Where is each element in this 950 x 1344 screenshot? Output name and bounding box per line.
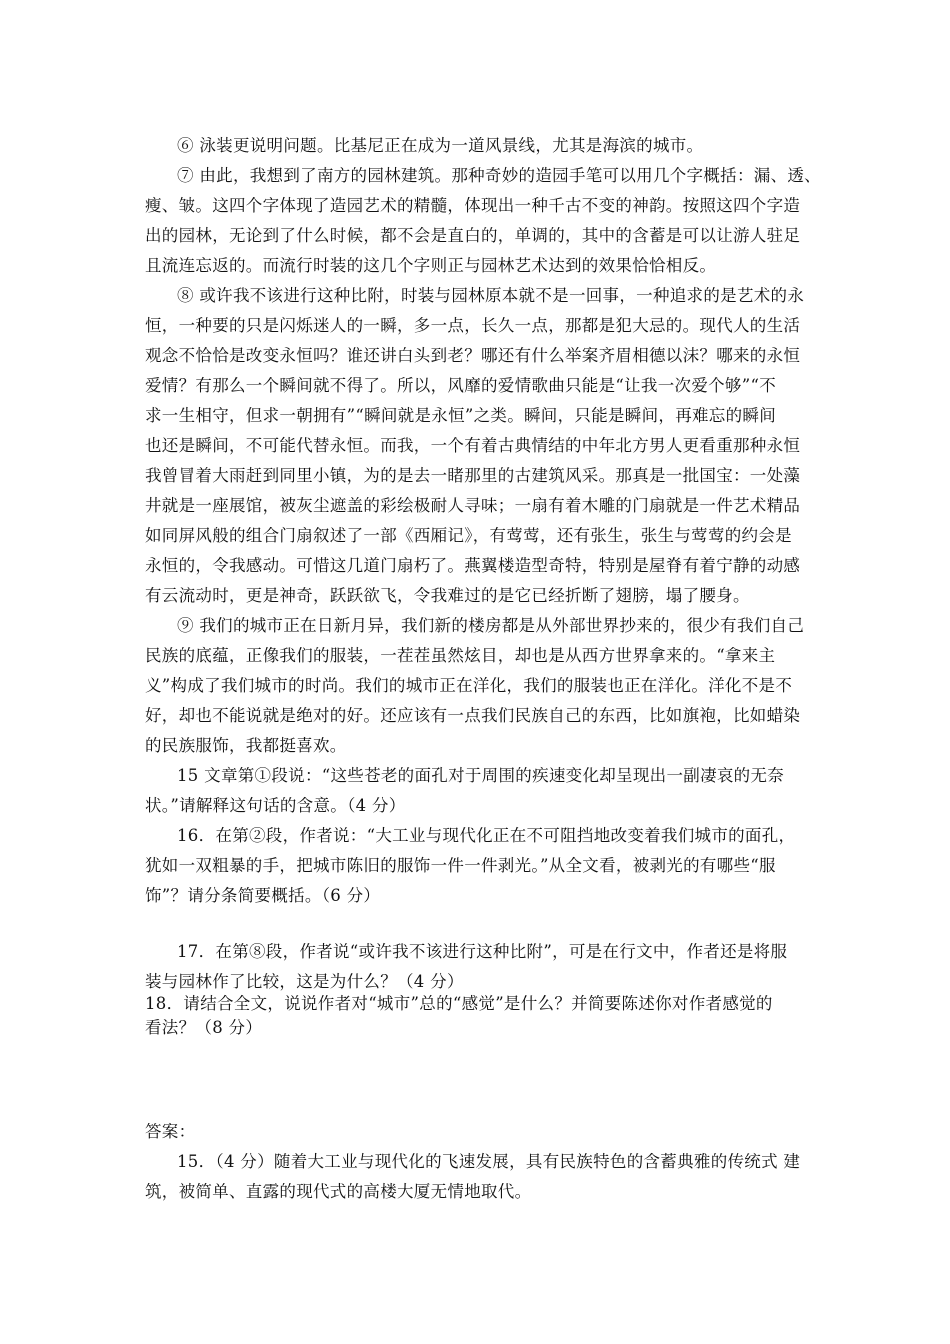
paragraph-7-line-4: 且流连忘返的。而流行时装的这几个字则正与园林艺术达到的效果恰恰相反。 (145, 256, 717, 275)
question-17-line-2: 装与园林作了比较，这是为什么？（4 分） (145, 972, 464, 991)
paragraph-8-line-4: 爱情？有那么一个瞬间就不得了。所以，风靡的爱情歌曲只能是“让我一次爱个够”“不 (145, 376, 777, 395)
question-18-line-2: 看法？（8 分） (145, 1018, 263, 1037)
paragraph-8-line-6: 也还是瞬间，不可能代替永恒。而我，一个有着古典情结的中年北方男人更看重那种永恒 (145, 436, 801, 455)
paragraph-9-line-3: 义”构成了我们城市的时尚。我们的城市正在洋化，我们的服装也正在洋化。洋化不是不 (145, 676, 793, 695)
question-17-line-1: 17．在第⑧段，作者说“或许我不该进行这种比附”，可是在行文中，作者还是将服 (177, 942, 788, 961)
question-16-line-2: 犹如一双粗暴的手，把城市陈旧的服饰一件一件剥光。”从全文看，被剥光的有哪些“服 (145, 856, 776, 875)
paragraph-8-line-11: 有云流动时，更是神奇，跃跃欲飞，令我难过的是它已经折断了翅膀，塌了腰身。 (145, 586, 750, 605)
paragraph-8-line-8: 井就是一座展馆，被灰尘遮盖的彩绘极耐人寻味；一扇有着木雕的门扇就是一件艺术精品 (145, 496, 801, 515)
question-16-line-3: 饰”？请分条简要概括。（6 分） (145, 886, 381, 905)
answers-heading: 答案： (145, 1122, 196, 1141)
answer-15-line-2: 筑，被简单、直露的现代式的高楼大厦无情地取代。 (145, 1182, 532, 1201)
paragraph-8-line-5: 求一生相守，但求一朝拥有”“瞬间就是永恒”之类。瞬间，只能是瞬间，再难忘的瞬间 (145, 406, 777, 425)
paragraph-7-line-3: 出的园林，无论到了什么时候，都不会是直白的，单调的，其中的含蓄是可以让游人驻足 (145, 226, 801, 245)
paragraph-9-line-4: 好，却也不能说就是绝对的好。还应该有一点我们民族自己的东西，比如旗袍，比如蜡染 (145, 706, 801, 725)
paragraph-6-line-1: ⑥ 泳装更说明问题。比基尼正在成为一道风景线，尤其是海滨的城市。 (177, 136, 704, 155)
paragraph-8-line-9: 如同屏风般的组合门扇叙述了一部《西厢记》，有莺莺，还有张生，张生与莺莺的约会是 (145, 526, 792, 545)
paragraph-8-line-10: 永恒的，令我感动。可惜这几道门扇朽了。燕翼楼造型奇特，特别是屋脊有着宁静的动感 (145, 556, 801, 575)
paragraph-7-line-2: 瘦、皱。这四个字体现了造园艺术的精髓，体现出一种千古不变的神韵。按照这四个字造 (145, 196, 801, 215)
paragraph-8-line-1: ⑧ 或许我不该进行这种比附，时装与园林原本就不是一回事，一种追求的是艺术的永 (177, 286, 805, 305)
paragraph-8-line-7: 我曾冒着大雨赶到同里小镇，为的是去一睹那里的古建筑风采。那真是一批国宝：一处藻 (145, 466, 801, 485)
paragraph-8-line-2: 恒，一种要的只是闪烁迷人的一瞬，多一点，长久一点，那都是犯大忌的。现代人的生活 (145, 316, 801, 335)
paragraph-9-line-2: 民族的底蕴，正像我们的服装，一茬茬虽然炫目，却也是从西方世界拿来的。“拿来主 (145, 646, 776, 665)
paragraph-9-line-5: 的民族服饰，我都挺喜欢。 (145, 736, 347, 755)
paragraph-9-line-1: ⑨ 我们的城市正在日新月异，我们新的楼房都是从外部世界抄来的，很少有我们自己 (177, 616, 805, 635)
paragraph-7-line-1: ⑦ 由此，我想到了南方的园林建筑。那种奇妙的造园手笔可以用几个字概括：漏、透、 (177, 166, 821, 185)
question-15-line-1: 15 文章第①段说：“这些苍老的面孔对于周围的疾速变化却呈现出一副凄哀的无奈 (177, 766, 785, 785)
paragraph-8-line-3: 观念不恰恰是改变永恒吗？谁还讲白头到老？哪还有什么举案齐眉相德以沫？哪来的永恒 (145, 346, 801, 365)
question-15-line-2: 状。”请解释这句话的含意。（4 分） (145, 796, 406, 815)
question-18-line-1: 18．请结合全文，说说作者对“城市”总的“感觉”是什么？并简要陈述你对作者感觉的 (145, 994, 773, 1013)
question-16-line-1: 16．在第②段，作者说：“大工业与现代化正在不可阻挡地改变着我们城市的面孔， (177, 826, 796, 845)
answer-15-line-1: 15．（4 分）随着大工业与现代化的飞速发展，具有民族特色的含蓄典雅的传统式 建 (177, 1152, 801, 1171)
